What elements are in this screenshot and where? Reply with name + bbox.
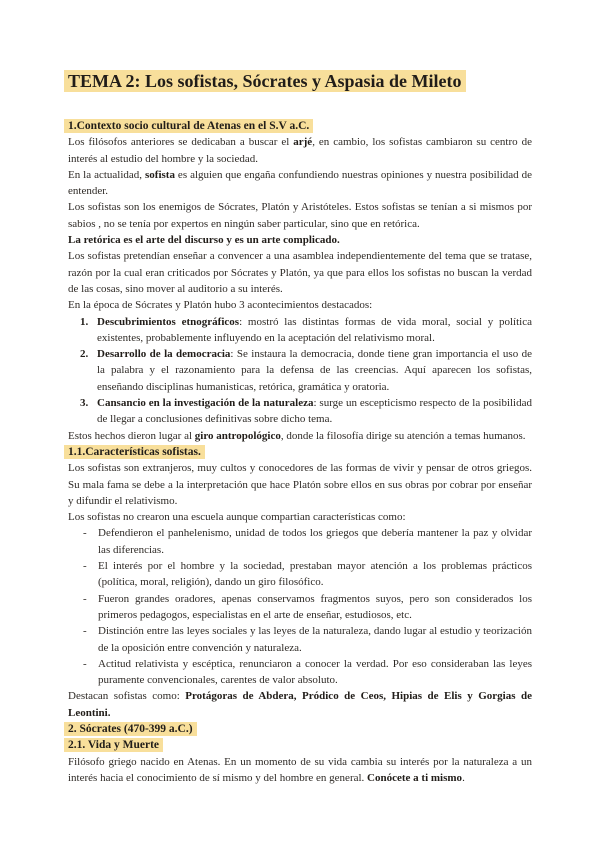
paragraph-arje xyxy=(68,134,532,167)
paragraph-retorica-bold: La retórica es el arte del discurso y es un arte complicado. xyxy=(68,234,340,247)
paragraph-extranjeros: Los sofistas son extranjeros, muy cultos y conocedores de las formas de vivir y pensar de otros griegos. Su mala fama se debe a la interpretación que hace Platón sobre ellos en sus obras por cobrar por enseñar y difundir el relativismo. xyxy=(68,462,532,507)
paragraph-giro-antropologico xyxy=(68,428,532,444)
bold-term: Descubrimientos etnográficos xyxy=(97,315,240,328)
bold-term-sofista: sofista xyxy=(145,168,175,181)
list-number: 2. xyxy=(80,348,89,361)
list-item-trait-2 xyxy=(68,558,532,591)
list-item-trait-5 xyxy=(68,656,532,689)
text-run: : mostró las distintas formas de vida moral, social y política existentes, probablemente influyendo en la aceptación del relativismo moral. xyxy=(97,315,532,344)
section-2-1-heading-text: 2.1. Vida y Muerte xyxy=(64,738,163,752)
section-2-heading-text: 2. Sócrates (470-399 a.C.) xyxy=(64,722,197,736)
text-run: En la actualidad, xyxy=(68,168,146,181)
list-item-text xyxy=(97,314,532,347)
list-item-event-2 xyxy=(68,346,532,395)
text-run: . xyxy=(462,771,465,784)
dash-marker: - xyxy=(83,592,87,605)
section-2-heading xyxy=(68,721,532,737)
list-item-text: Fueron grandes oradores, apenas conservamos fragmentos suyos, pero son considerados los primeros pedagogos, especialistas en el arte de enseñar, estudiosos, etc. xyxy=(98,592,532,621)
text-run: , en cambio, los sofistas cambiaron su centro de interés al estudio del hombre y la sociedad. xyxy=(68,136,532,165)
bold-term: Desarrollo de la democracia xyxy=(97,348,231,361)
list-item-trait-4 xyxy=(68,623,532,656)
traits-dash-list xyxy=(68,525,532,688)
document-title-text: TEMA 2: Los sofistas, Sócrates y Aspasia de Mileto xyxy=(64,70,466,92)
list-item-text xyxy=(97,346,532,395)
list-item-text: Actitud relativista y escéptica, renunciaron a conocer la verdad. Por eso consideraban las leyes puramente convencionales, carentes de valor absoluto. xyxy=(98,657,532,687)
paragraph-socrates-vida xyxy=(68,754,532,787)
paragraph-enemigos: Los sofistas son los enemigos de Sócrates, Platón y Aristóteles. Estos sofistas se tenían a si mismos por sabios , no se tenía por expertos en ningún saber particular, sino que en retórica. xyxy=(68,201,532,230)
list-item-trait-1 xyxy=(68,525,532,558)
list-item-event-1 xyxy=(68,314,532,347)
list-item-trait-3 xyxy=(68,591,532,624)
section-2-1-heading xyxy=(68,737,532,753)
text-run: es alguien que engaña confundiendo nuestras opiniones y nuestra posibilidad de entender. xyxy=(68,168,532,198)
list-number: 1. xyxy=(80,315,89,328)
list-item-text: Defendieron el panhelenismo, unidad de todos los griegos que debería mantener la paz y olvidar las diferencias. xyxy=(98,527,532,556)
bold-sophist-names: Protágoras de Abdera, Pródico de Ceos, Hipias de Elis y Gorgias de Leontini. xyxy=(68,690,532,719)
list-number: 3. xyxy=(80,397,89,410)
list-item-text: Distinción entre las leyes sociales y las leyes de la naturaleza, dando lugar al estudio y teorización de la oposición entre convención y naturaleza. xyxy=(98,625,532,654)
bold-term-giro: giro antropológico xyxy=(194,429,281,442)
section-1-1-heading-text: 1.1.Características sofistas. xyxy=(64,445,205,459)
text-run: Los filósofos anteriores se dedicaban a buscar el xyxy=(68,136,294,149)
dash-marker: - xyxy=(83,527,87,540)
bold-term-arje: arjé xyxy=(293,136,313,149)
paragraph-acontecimientos-intro: En la época de Sócrates y Platón hubo 3 acontecimientos destacados: xyxy=(68,299,373,312)
text-run: , donde la filosofía dirige su atención a temas humanos. xyxy=(280,429,526,442)
document-title xyxy=(68,68,532,94)
dash-marker: - xyxy=(83,625,87,638)
text-run: Estos hechos dieron lugar al xyxy=(68,429,195,442)
paragraph-destacan-sofistas xyxy=(68,688,532,721)
events-ordered-list xyxy=(68,314,532,428)
text-run: : Se instaura la democracia, donde tiene gran importancia el uso de la palabra y el razonamiento para la defensa de las creencias. Aquí aparecen los sofistas, enseñando disciplinas humanisticas, retórica, gramática y oratoria. xyxy=(97,348,532,393)
text-run: Filósofo griego nacido en Atenas. En un momento de su vida cambia su interés por la naturaleza a un interés hacia el conocimiento de sí mismo y del hombre en general. xyxy=(68,755,532,784)
paragraph-escuela-intro: Los sofistas no crearon una escuela aunque compartian características como: xyxy=(68,511,406,524)
dash-marker: - xyxy=(83,560,87,573)
section-1-heading-text: 1.Contexto socio cultural de Atenas en el S.V a.C. xyxy=(64,119,313,133)
document-content xyxy=(68,68,532,786)
paragraph-pretendian: Los sofistas pretendían enseñar a convencer a una asamblea independientemente del tema que se tratase, razón por la cual eran criticados por Sócrates y Platón, ya que para ellos los sofistas no buscan la verdad de las cosas, sino mover al auditorio a su interés. xyxy=(68,250,532,295)
list-item-text: El interés por el hombre y la sociedad, prestaban mayor atención a los problemas prácticos (política, moral, religión), dando un giro filosófico. xyxy=(98,560,532,589)
section-1-1-heading xyxy=(68,444,532,460)
list-item-event-3 xyxy=(68,395,532,428)
text-run: : surge un escepticismo respecto de la posibilidad de llegar a conclusiones definitivas sobre dicho tema. xyxy=(97,397,532,426)
section-1-heading xyxy=(68,118,532,134)
paragraph-sofista-actualidad xyxy=(68,167,532,200)
bold-term-conocete: Conócete a ti mismo xyxy=(367,771,463,784)
dash-marker: - xyxy=(83,657,87,670)
list-item-text xyxy=(97,395,532,428)
bold-term: Cansancio en la investigación de la naturaleza xyxy=(97,397,314,410)
text-run: Destacan sofistas como: xyxy=(68,690,186,703)
